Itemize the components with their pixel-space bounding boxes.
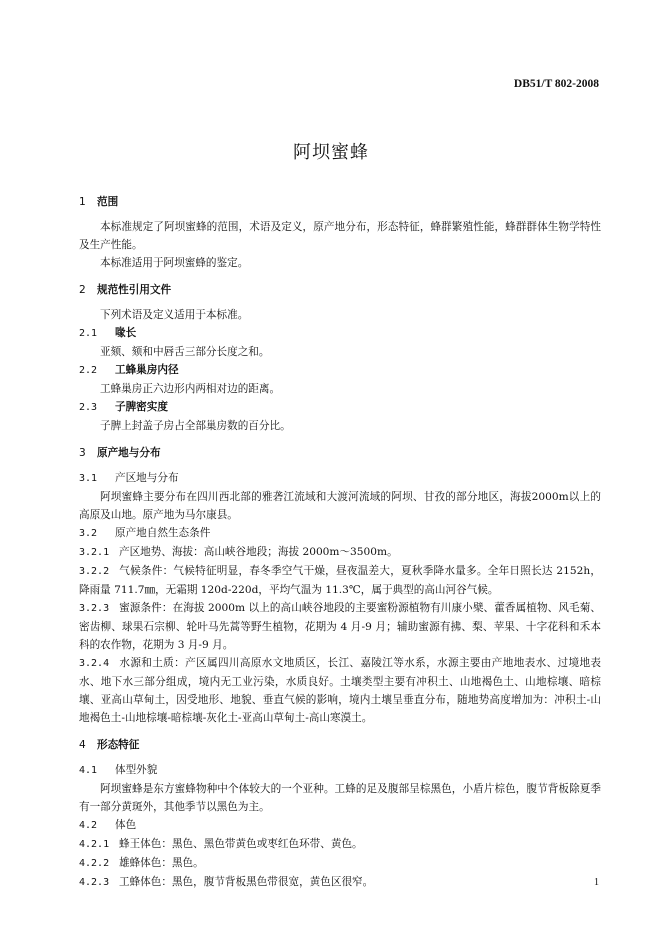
section-number: 2 [79, 284, 86, 296]
clause-number: 3.2.1 [79, 547, 110, 558]
page-number: 1 [594, 877, 599, 888]
standard-code: DB51/T 802-2008 [513, 78, 599, 90]
section-number: 3.2 [79, 528, 98, 539]
section-number: 3 [79, 447, 86, 459]
section-title: 范围 [97, 196, 119, 208]
section-title: 体型外貌 [115, 764, 158, 776]
paragraph: 阿坝蜜蜂主要分布在四川西北部的雅砻江流域和大渡河流域的阿坝、甘孜的部分地区，海拔2000m以上的高原及山地。原产地为马尔康县。 [79, 491, 601, 521]
paragraph: 下列术语及定义适用于本标准。 [100, 309, 249, 321]
numbered-paragraph [79, 835, 601, 854]
numbered-paragraph [79, 562, 601, 599]
section-1-heading [79, 193, 601, 211]
clause-number: 4.2.1 [79, 839, 110, 850]
subsection-heading [79, 469, 601, 488]
numbered-paragraph [79, 543, 601, 562]
section-number: 4 [79, 739, 86, 751]
paragraph: 本标准规定了阿坝蜜蜂的范围，术语及定义，原产地分布，形态特征，蜂群繁殖性能，蜂群群体生物学特性及生产性能。 [79, 221, 601, 251]
section-title: 子脾密实度 [115, 401, 168, 413]
clause-number: 4.2.3 [79, 877, 110, 888]
clause-number: 3.2.4 [79, 658, 110, 669]
subsection-heading [79, 324, 601, 343]
clause-number: 3.2.3 [79, 603, 110, 614]
document-title: 阿坝蜜蜂 [293, 142, 369, 163]
numbered-paragraph [79, 854, 601, 873]
section-title: 产区地与分布 [115, 472, 179, 484]
section-title: 喙长 [115, 327, 137, 339]
clause-number: 4.2.2 [79, 858, 110, 869]
clause-text: 水源和土质：产区属四川高原水文地质区，长江、嘉陵江等水系，水源主要由产地地表水、过境地表水、地下水三部分组成，境内无工业污染，水质良好。土壤类型主要有冲积土、山地褐色土、山地棕壤、暗棕壤、亚高山草甸土，因受地形、地貌、垂直气候的影响，境内土壤呈垂直分布，随地势高度增加为：冲积土-山地褐色土-山地棕壤-暗棕壤-灰化土-亚高山草甸土-高山寒漠土。 [79, 657, 601, 724]
section-3-heading [79, 444, 601, 462]
subsection-heading [79, 361, 601, 380]
section-4-heading [79, 736, 601, 754]
clause-text: 雄蜂体色：黑色。 [119, 857, 204, 869]
section-title: 原产地与分布 [97, 447, 161, 459]
document-body [79, 193, 601, 892]
section-number: 4.1 [79, 765, 98, 776]
numbered-paragraph [79, 599, 601, 654]
clause-text: 气候条件：气候特征明显，春冬季空气干燥，昼夜温差大，夏秋季降水量多。全年日照长达 2152h，降雨量 711.7㎜，无霜期 120d-220d，平均气温为 11.3℃，属于典型的高山河谷气候。 [79, 565, 601, 596]
numbered-paragraph [79, 654, 601, 727]
paragraph: 阿坝蜜蜂是东方蜜蜂物种中个体较大的一个亚种。工蜂的足及腹部呈棕黑色，小盾片棕色，腹节背板除夏季有一部分黄斑外，其他季节以黑色为主。 [79, 783, 601, 813]
section-title: 工蜂巢房内径 [115, 364, 179, 376]
paragraph: 子脾上封盖子房占全部巢房数的百分比。 [100, 420, 291, 432]
subsection-heading [79, 398, 601, 417]
subsection-heading [79, 816, 601, 835]
section-title: 形态特征 [97, 739, 140, 751]
subsection-heading [79, 524, 601, 543]
clause-text: 蜜源条件：在海拔 2000m 以上的高山峡谷地段的主要蜜粉源植物有川康小檗、藿香属植物、风毛菊、密齿柳、球果石宗柳、轮叶马先蒿等野生植物，花期为 4 月-9 月；辅助蜜源有拂、梨、苹果、十字花科和禾本科的农作物，花期为 3 月-9 月。 [79, 602, 601, 651]
section-number: 1 [79, 196, 86, 208]
paragraph: 亚颏、颏和中唇舌三部分长度之和。 [100, 346, 270, 358]
section-title: 体色 [115, 819, 137, 831]
section-number: 2.3 [79, 402, 98, 413]
numbered-paragraph [79, 873, 601, 892]
clause-text: 工蜂体色：黑色，腹节背板黑色带很宽，黄色区很窄。 [119, 876, 374, 888]
section-2-heading [79, 281, 601, 299]
paragraph: 工蜂巢房正六边形内两相对边的距离。 [100, 383, 281, 395]
section-title: 原产地自然生态条件 [115, 527, 211, 539]
clause-number: 3.2.2 [79, 566, 110, 577]
section-number: 2.1 [79, 328, 98, 339]
paragraph: 本标准适用于阿坝蜜蜂的鉴定。 [100, 257, 249, 269]
clause-text: 产区地势、海拔：高山峡谷地段；海拔 2000m～3500m。 [119, 546, 398, 558]
section-number: 2.2 [79, 365, 98, 376]
section-title: 规范性引用文件 [97, 284, 172, 296]
section-number: 4.2 [79, 820, 98, 831]
section-number: 3.1 [79, 473, 98, 484]
clause-text: 蜂王体色：黑色、黑色带黄色或枣红色环带、黄色。 [119, 838, 363, 850]
subsection-heading [79, 761, 601, 780]
